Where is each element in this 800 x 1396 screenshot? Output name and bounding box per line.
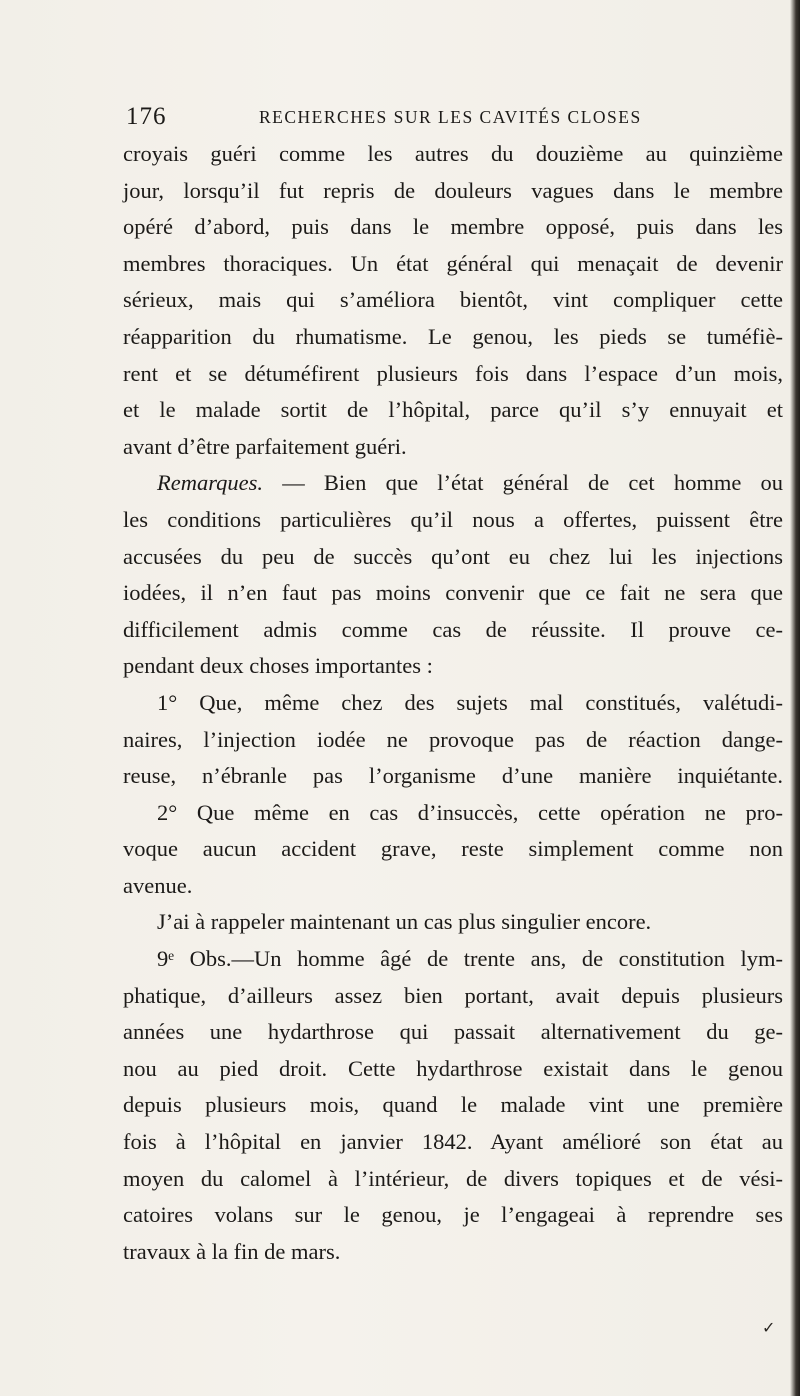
text-line: reuse, n’ébranle pas l’organisme d’une manière inquiétante. [123, 763, 783, 789]
text-line: jour, lorsqu’il fut repris de douleurs vagues dans le membre [123, 177, 783, 203]
text-line: catoires volans sur le genou, je l’engageai à reprendre ses [123, 1202, 783, 1228]
text-line: membres thoraciques. Un état général qui menaçait de devenir [123, 250, 783, 276]
text-line: nou au pied droit. Cette hydarthrose existait dans le genou [123, 1055, 783, 1081]
observation-heading-line: 9ᵉ Obs.—Un homme âgé de trente ans, de constitution lym- [157, 946, 783, 972]
text-line: phatique, d’ailleurs assez bien portant, avait depuis plusieurs [123, 982, 783, 1008]
text-line: les conditions particulières qu’il nous a offertes, puissent être [123, 506, 783, 532]
body-text [123, 136, 783, 1270]
text-line: iodées, il n’en faut pas moins convenir que ce fait ne sera que [123, 580, 783, 606]
text-line: et le malade sortit de l’hôpital, parce qu’il s’y ennuyait et [123, 397, 783, 423]
running-title: RECHERCHES SUR LES CAVITÉS CLOSES [259, 107, 642, 127]
page-edge-shadow [790, 0, 800, 1396]
text-line: J’ai à rappeler maintenant un cas plus singulier encore. [157, 909, 652, 935]
text-line: années une hydarthrose qui passait alternativement du ge- [123, 1019, 783, 1045]
text-line: 1° Que, même chez des sujets mal constitués, valétudi- [157, 689, 783, 715]
text-line: pendant deux choses importantes : [123, 653, 433, 679]
text-line: voque aucun accident grave, reste simplement comme non [123, 836, 783, 862]
text-line: rent et se détuméfirent plusieurs fois dans l’espace d’un mois, [123, 360, 783, 386]
text-line: sérieux, mais qui s’améliora bientôt, vint compliquer cette [123, 287, 783, 313]
text-line: croyais guéri comme les autres du douzième au quinzième [123, 141, 783, 166]
remarques-line [123, 465, 783, 502]
remarques-label: Remarques. [157, 470, 264, 496]
text-line: travaux à la fin de mars. [123, 1238, 341, 1264]
page-header [126, 103, 766, 133]
remarques-text: — Bien que l’état général de cet homme ou [282, 470, 784, 496]
text-line: difficilement admis comme cas de réussite. Il prouve ce- [123, 616, 783, 642]
text-line: accusées du peu de succès qu’ont eu chez lui les injections [123, 543, 783, 569]
text-line: depuis plusieurs mois, quand le malade vint une première [123, 1092, 783, 1118]
text-line: naires, l’injection iodée ne provoque pas de réaction dange- [123, 726, 783, 752]
text-line: avenue. [123, 872, 193, 898]
text-line: 2° Que même en cas d’insuccès, cette opération ne pro- [157, 799, 783, 825]
text-line: fois à l’hôpital en janvier 1842. Ayant amélioré son état au [123, 1129, 783, 1155]
text-line: moyen du calomel à l’intérieur, de divers topiques et de vési- [123, 1165, 783, 1191]
text-line: avant d’être parfaitement guéri. [123, 433, 407, 459]
margin-check-mark: ✓ [762, 1320, 776, 1337]
text-line: opéré d’abord, puis dans le membre opposé, puis dans les [123, 214, 783, 240]
text-line: réapparition du rhumatisme. Le genou, les pieds se tuméfiè- [123, 323, 783, 349]
page-number: 176 [126, 103, 167, 130]
